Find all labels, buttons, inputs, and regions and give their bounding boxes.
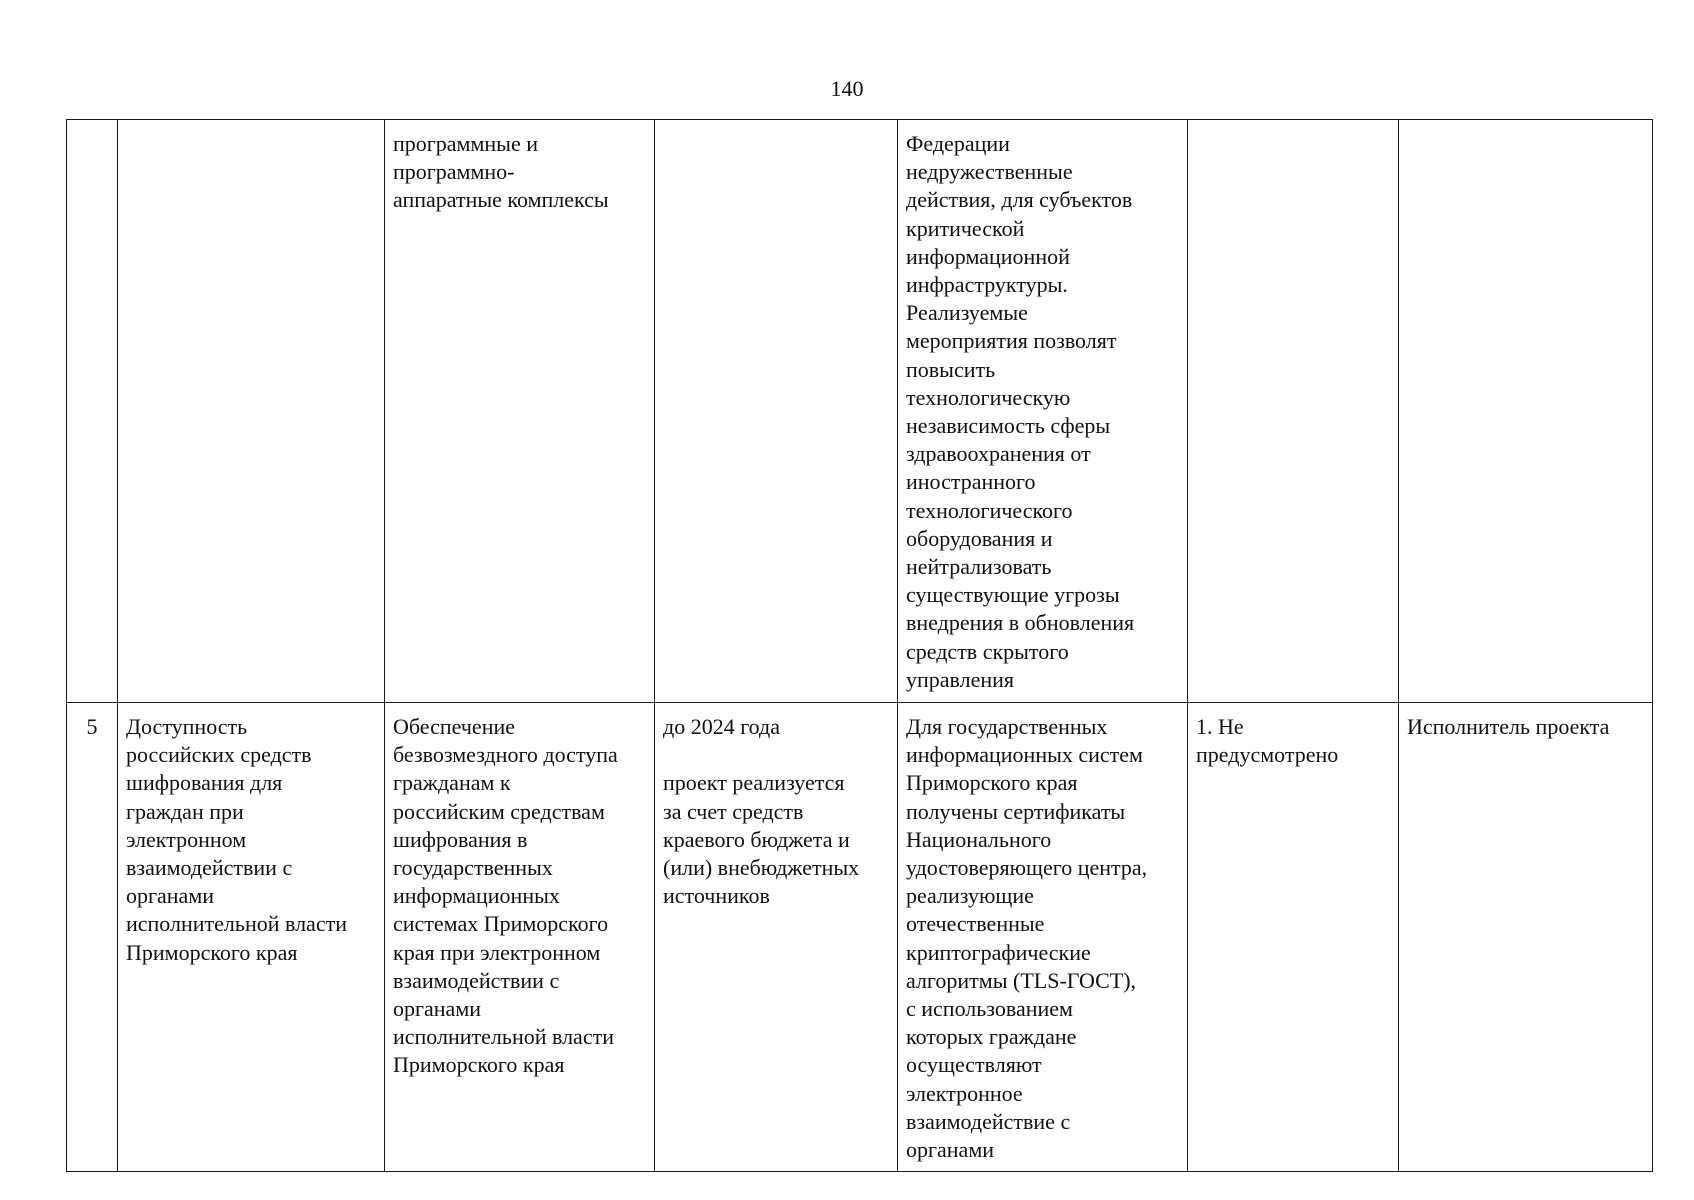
cell-budget [1188,120,1399,703]
cell-term: до 2024 года проект реализуется за счет средств краевого бюджета и (или) внебюджетных источников [655,703,898,1172]
cell-term [655,120,898,703]
cell-executor: Исполнитель проекта [1399,703,1653,1172]
cell-budget: 1. Не предусмотрено [1188,703,1399,1172]
page-number: 140 [830,76,864,101]
cell-number [67,120,118,703]
cell-name: Доступность российских средств шифрования для граждан при электронном взаимодействии с органами исполнительной власти Приморского края [118,703,385,1172]
cell-name [118,120,385,703]
cell-result: Для государственных информационных систем Приморского края получены сертификаты Национального удостоверяющего центра, реализующие отечественные криптографические алгоритмы (TLS-ГОСТ), с использованием которых граждане осуществляют электронное взаимодействие с органами [898,703,1188,1172]
measures-table [66,119,1653,1172]
cell-number: 5 [67,703,118,1172]
cell-executor [1399,120,1653,703]
cell-result: Федерации недружественные действия, для субъектов критической информационной инфраструктуры. Реализуемые мероприятия позволят повысить технологическую независимость сферы здравоохранения от иностранного технологического оборудования и нейтрализовать существующие угрозы внедрения в обновления средств скрытого управления [898,120,1188,703]
table-row [67,120,1653,703]
table-row [67,703,1653,1172]
cell-description: программные и программно- аппаратные комплексы [385,120,655,703]
cell-description: Обеспечение безвозмездного доступа гражданам к российским средствам шифрования в государственных информационных системах Приморского края при электронном взаимодействии с органами исполнительной власти Приморского края [385,703,655,1172]
